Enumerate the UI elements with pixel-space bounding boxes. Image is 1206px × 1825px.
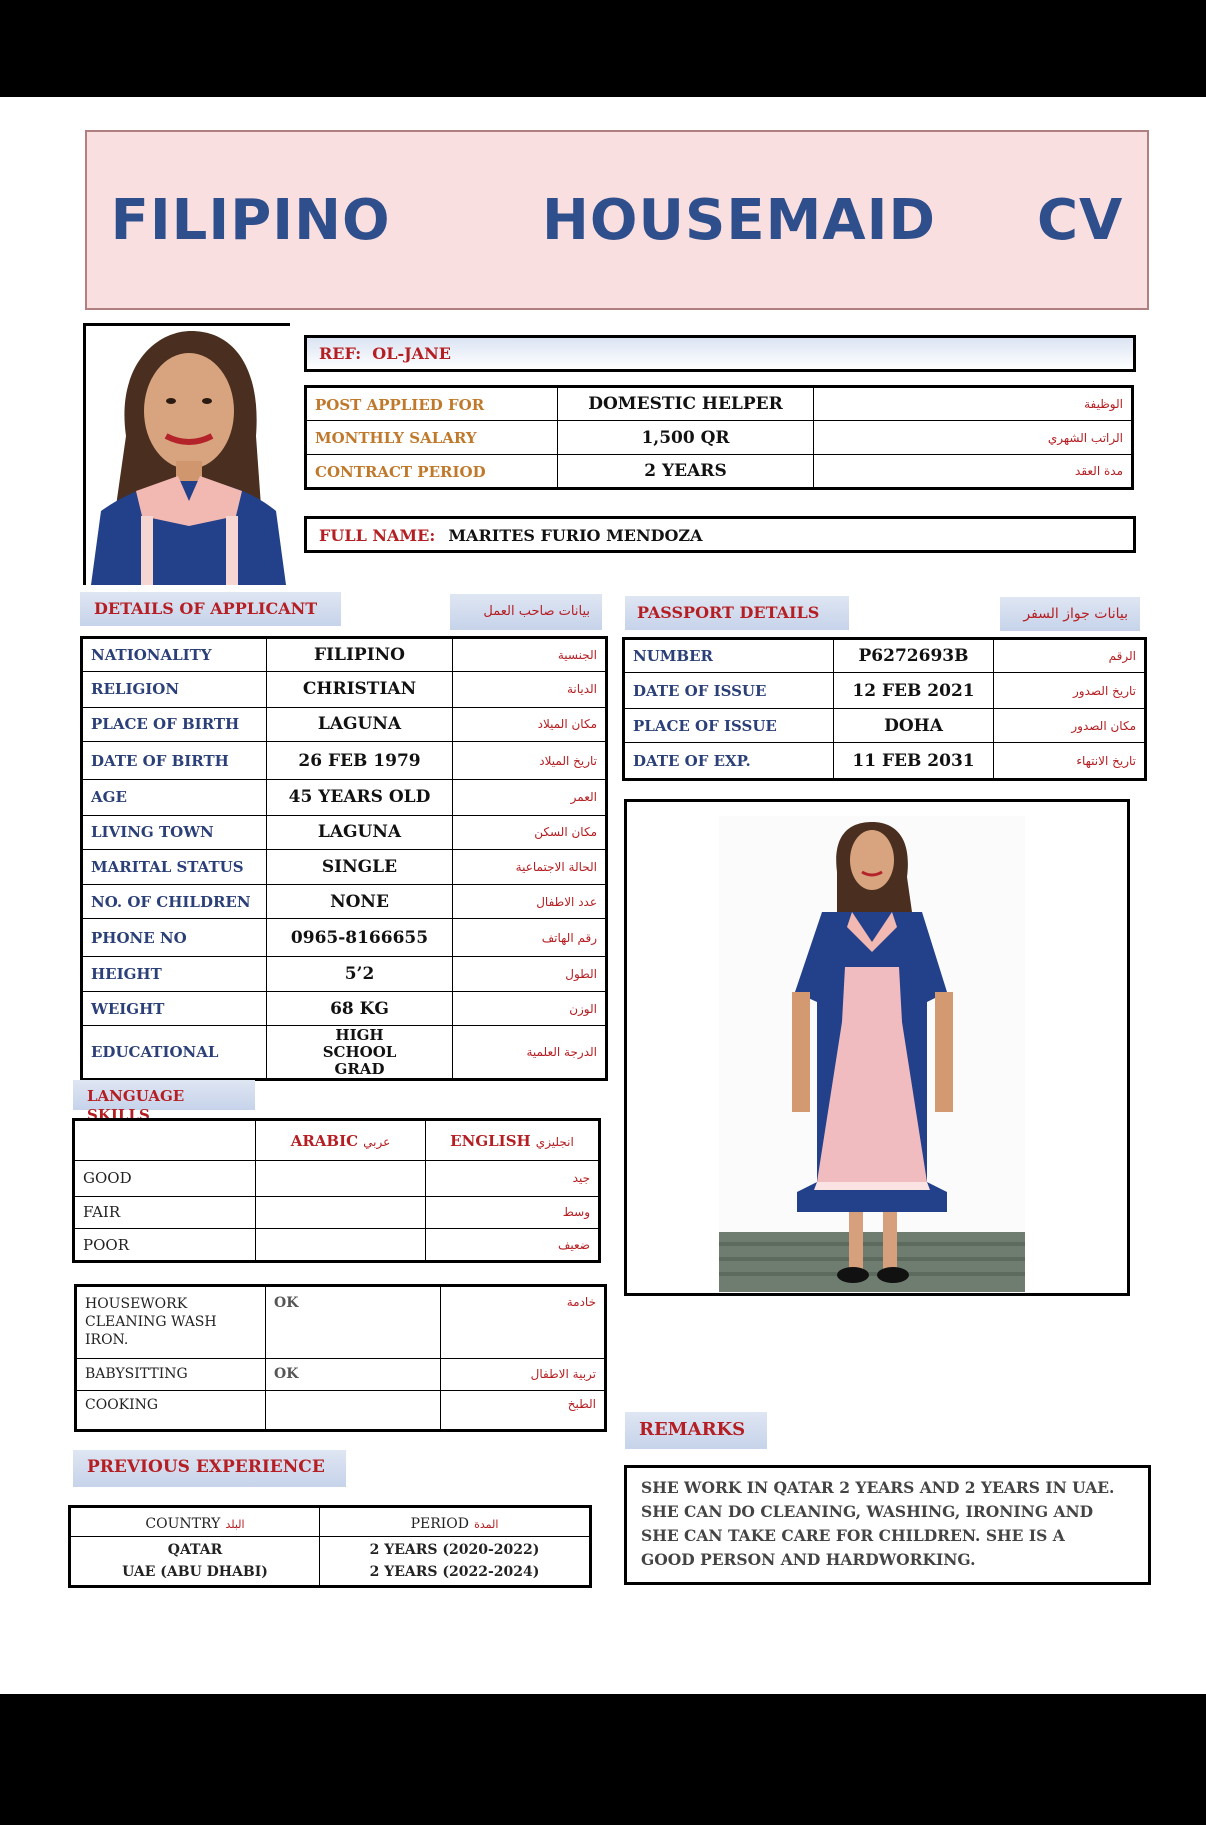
applicant-row: [82, 780, 607, 815]
applicant-row: [82, 1026, 607, 1080]
applicant-value: SINGLE: [267, 849, 453, 884]
skill-cooking-ar: الطبخ: [441, 1390, 606, 1430]
post-ar: الوظيفة: [814, 387, 1133, 421]
applicant-value: CHRISTIAN: [267, 672, 453, 707]
portrait-photo: [83, 323, 290, 585]
applicant-row: [82, 849, 607, 884]
skill-housework-value: OK: [266, 1286, 441, 1359]
applicant-heading-ar: بيانات صاحب العمل: [450, 594, 602, 630]
full-name-bar: [304, 516, 1136, 553]
applicant-ar: رقم الهاتف: [453, 919, 607, 956]
skills-table: [74, 1284, 607, 1432]
applicant-table: [80, 636, 608, 1081]
applicant-value: HIGH SCHOOL GRAD: [267, 1026, 453, 1080]
lang-good-ar: جيد: [426, 1160, 600, 1196]
passport-ar: تاريخ الصدور: [994, 673, 1146, 709]
applicant-row: [82, 885, 607, 919]
experience-countries: QATAR UAE (ABU DHABI): [70, 1537, 320, 1587]
applicant-label: DATE OF BIRTH: [82, 741, 267, 779]
passport-ar: مكان الصدور: [994, 708, 1146, 742]
lang-fair-ar: وسط: [426, 1196, 600, 1229]
applicant-label: LIVING TOWN: [82, 815, 267, 849]
applicant-ar: عدد الاطفال: [453, 885, 607, 919]
experience-periods: 2 YEARS (2020-2022) 2 YEARS (2022-2024): [320, 1537, 591, 1587]
applicant-label: NATIONALITY: [82, 638, 267, 672]
lang-good-label: GOOD: [74, 1160, 256, 1196]
applicant-value: 26 FEB 1979: [267, 741, 453, 779]
passport-label: NUMBER: [624, 639, 834, 673]
passport-heading: PASSPORT DETAILS: [625, 596, 849, 630]
applicant-row: [82, 672, 607, 707]
skill-cooking-label: COOKING: [76, 1390, 266, 1430]
applicant-label: EDUCATIONAL: [82, 1026, 267, 1080]
contract-ar: مدة العقد: [814, 455, 1133, 489]
applicant-label: NO. OF CHILDREN: [82, 885, 267, 919]
passport-value: P6272693B: [834, 639, 994, 673]
remarks-line: SHE CAN TAKE CARE FOR CHILDREN. SHE IS A: [641, 1526, 1065, 1545]
full-name-value: MARITES FURIO MENDOZA: [448, 526, 703, 545]
applicant-label: RELIGION: [82, 672, 267, 707]
title-banner: [85, 130, 1149, 310]
applicant-label: AGE: [82, 780, 267, 815]
applicant-ar: الوزن: [453, 992, 607, 1026]
remarks-box: [624, 1465, 1151, 1585]
applicant-ar: الحالة الاجتماعية: [453, 849, 607, 884]
contract-label: CONTRACT PERIOD: [306, 455, 558, 489]
cv-page: [0, 97, 1206, 1694]
applicant-ar: الجنسية: [453, 638, 607, 672]
applicant-row: [82, 638, 607, 672]
lang-poor-arabic: [256, 1229, 426, 1262]
salary-label: MONTHLY SALARY: [306, 421, 558, 455]
passport-value: 12 FEB 2021: [834, 673, 994, 709]
passport-heading-ar: بيانات جواز السفر: [1000, 597, 1140, 631]
lang-fair-label: FAIR: [74, 1196, 256, 1229]
post-value: DOMESTIC HELPER: [558, 387, 814, 421]
skill-babysitting-label: BABYSITTING: [76, 1358, 266, 1390]
lang-poor-ar: ضعيف: [426, 1229, 600, 1262]
applicant-label: HEIGHT: [82, 956, 267, 991]
passport-row: [624, 639, 1146, 673]
ref-bar: [304, 335, 1136, 372]
contract-value: 2 YEARS: [558, 455, 814, 489]
applicant-ar: الطول: [453, 956, 607, 991]
applicant-value: NONE: [267, 885, 453, 919]
applicant-ar: تاريخ الميلاد: [453, 741, 607, 779]
applicant-label: MARITAL STATUS: [82, 849, 267, 884]
applicant-heading: DETAILS OF APPLICANT: [80, 592, 341, 626]
applicant-ar: الدرجة العلمية: [453, 1026, 607, 1080]
passport-value: DOHA: [834, 708, 994, 742]
applicant-ar: العمر: [453, 780, 607, 815]
language-table: [72, 1118, 601, 1263]
applicant-label: PHONE NO: [82, 919, 267, 956]
salary-ar: الراتب الشهري: [814, 421, 1133, 455]
full-name-label: FULL NAME:: [319, 526, 436, 545]
skill-babysitting-value: OK: [266, 1358, 441, 1390]
passport-value: 11 FEB 2031: [834, 743, 994, 780]
post-label: POST APPLIED FOR: [306, 387, 558, 421]
applicant-value: FILIPINO: [267, 638, 453, 672]
experience-heading: PREVIOUS EXPERIENCE: [73, 1450, 346, 1487]
applicant-ar: الديانة: [453, 672, 607, 707]
applicant-ar: مكان الميلاد: [453, 707, 607, 741]
ref-label: REF:: [319, 344, 362, 363]
passport-ar: تاريخ الانتهاء: [994, 743, 1146, 780]
lang-poor-label: POOR: [74, 1229, 256, 1262]
passport-row: [624, 708, 1146, 742]
skill-babysitting-ar: تربية الاطفال: [441, 1358, 606, 1390]
post-table: [304, 385, 1134, 490]
applicant-row: [82, 919, 607, 956]
full-body-image: [627, 802, 1127, 1293]
english-header: ENGLISH انجليزي: [426, 1120, 600, 1161]
skill-housework-ar: خادمة: [441, 1286, 606, 1359]
applicant-value: 68 KG: [267, 992, 453, 1026]
applicant-value: LAGUNA: [267, 815, 453, 849]
passport-label: PLACE OF ISSUE: [624, 708, 834, 742]
applicant-row: [82, 815, 607, 849]
remarks-line: GOOD PERSON AND HARDWORKING.: [641, 1550, 976, 1569]
lang-fair-arabic: [256, 1196, 426, 1229]
applicant-row: [82, 992, 607, 1026]
salary-value: 1,500 QR: [558, 421, 814, 455]
passport-label: DATE OF ISSUE: [624, 673, 834, 709]
passport-table: [622, 637, 1147, 781]
applicant-label: PLACE OF BIRTH: [82, 707, 267, 741]
applicant-value: 5’2: [267, 956, 453, 991]
applicant-row: [82, 741, 607, 779]
lang-good-arabic: [256, 1160, 426, 1196]
page-title: FILIPINO HOUSEMAID CV: [110, 187, 1124, 253]
remarks-line: SHE CAN DO CLEANING, WASHING, IRONING AND: [641, 1502, 1094, 1521]
experience-table: [68, 1505, 592, 1588]
skill-housework-label: HOUSEWORK CLEANING WASH IRON.: [76, 1286, 266, 1359]
applicant-row: [82, 707, 607, 741]
applicant-ar: مكان السكن: [453, 815, 607, 849]
arabic-header: ARABIC عربي: [256, 1120, 426, 1161]
period-header: PERIOD المدة: [320, 1507, 591, 1537]
portrait-image: [86, 326, 290, 585]
applicant-label: WEIGHT: [82, 992, 267, 1026]
ref-value: OL-JANE: [372, 344, 451, 363]
passport-label: DATE OF EXP.: [624, 743, 834, 780]
language-heading: LANGUAGE SKILLS: [73, 1080, 255, 1110]
remarks-heading: REMARKS: [625, 1412, 767, 1449]
passport-row: [624, 743, 1146, 780]
applicant-value: 45 YEARS OLD: [267, 780, 453, 815]
applicant-value: 0965-8166655: [267, 919, 453, 956]
country-header: COUNTRY البلد: [70, 1507, 320, 1537]
full-body-photo: [624, 799, 1130, 1296]
passport-row: [624, 673, 1146, 709]
applicant-value: LAGUNA: [267, 707, 453, 741]
passport-ar: الرقم: [994, 639, 1146, 673]
remarks-line: SHE WORK IN QATAR 2 YEARS AND 2 YEARS IN UAE.: [641, 1478, 1115, 1497]
applicant-row: [82, 956, 607, 991]
skill-cooking-value: [266, 1390, 441, 1430]
